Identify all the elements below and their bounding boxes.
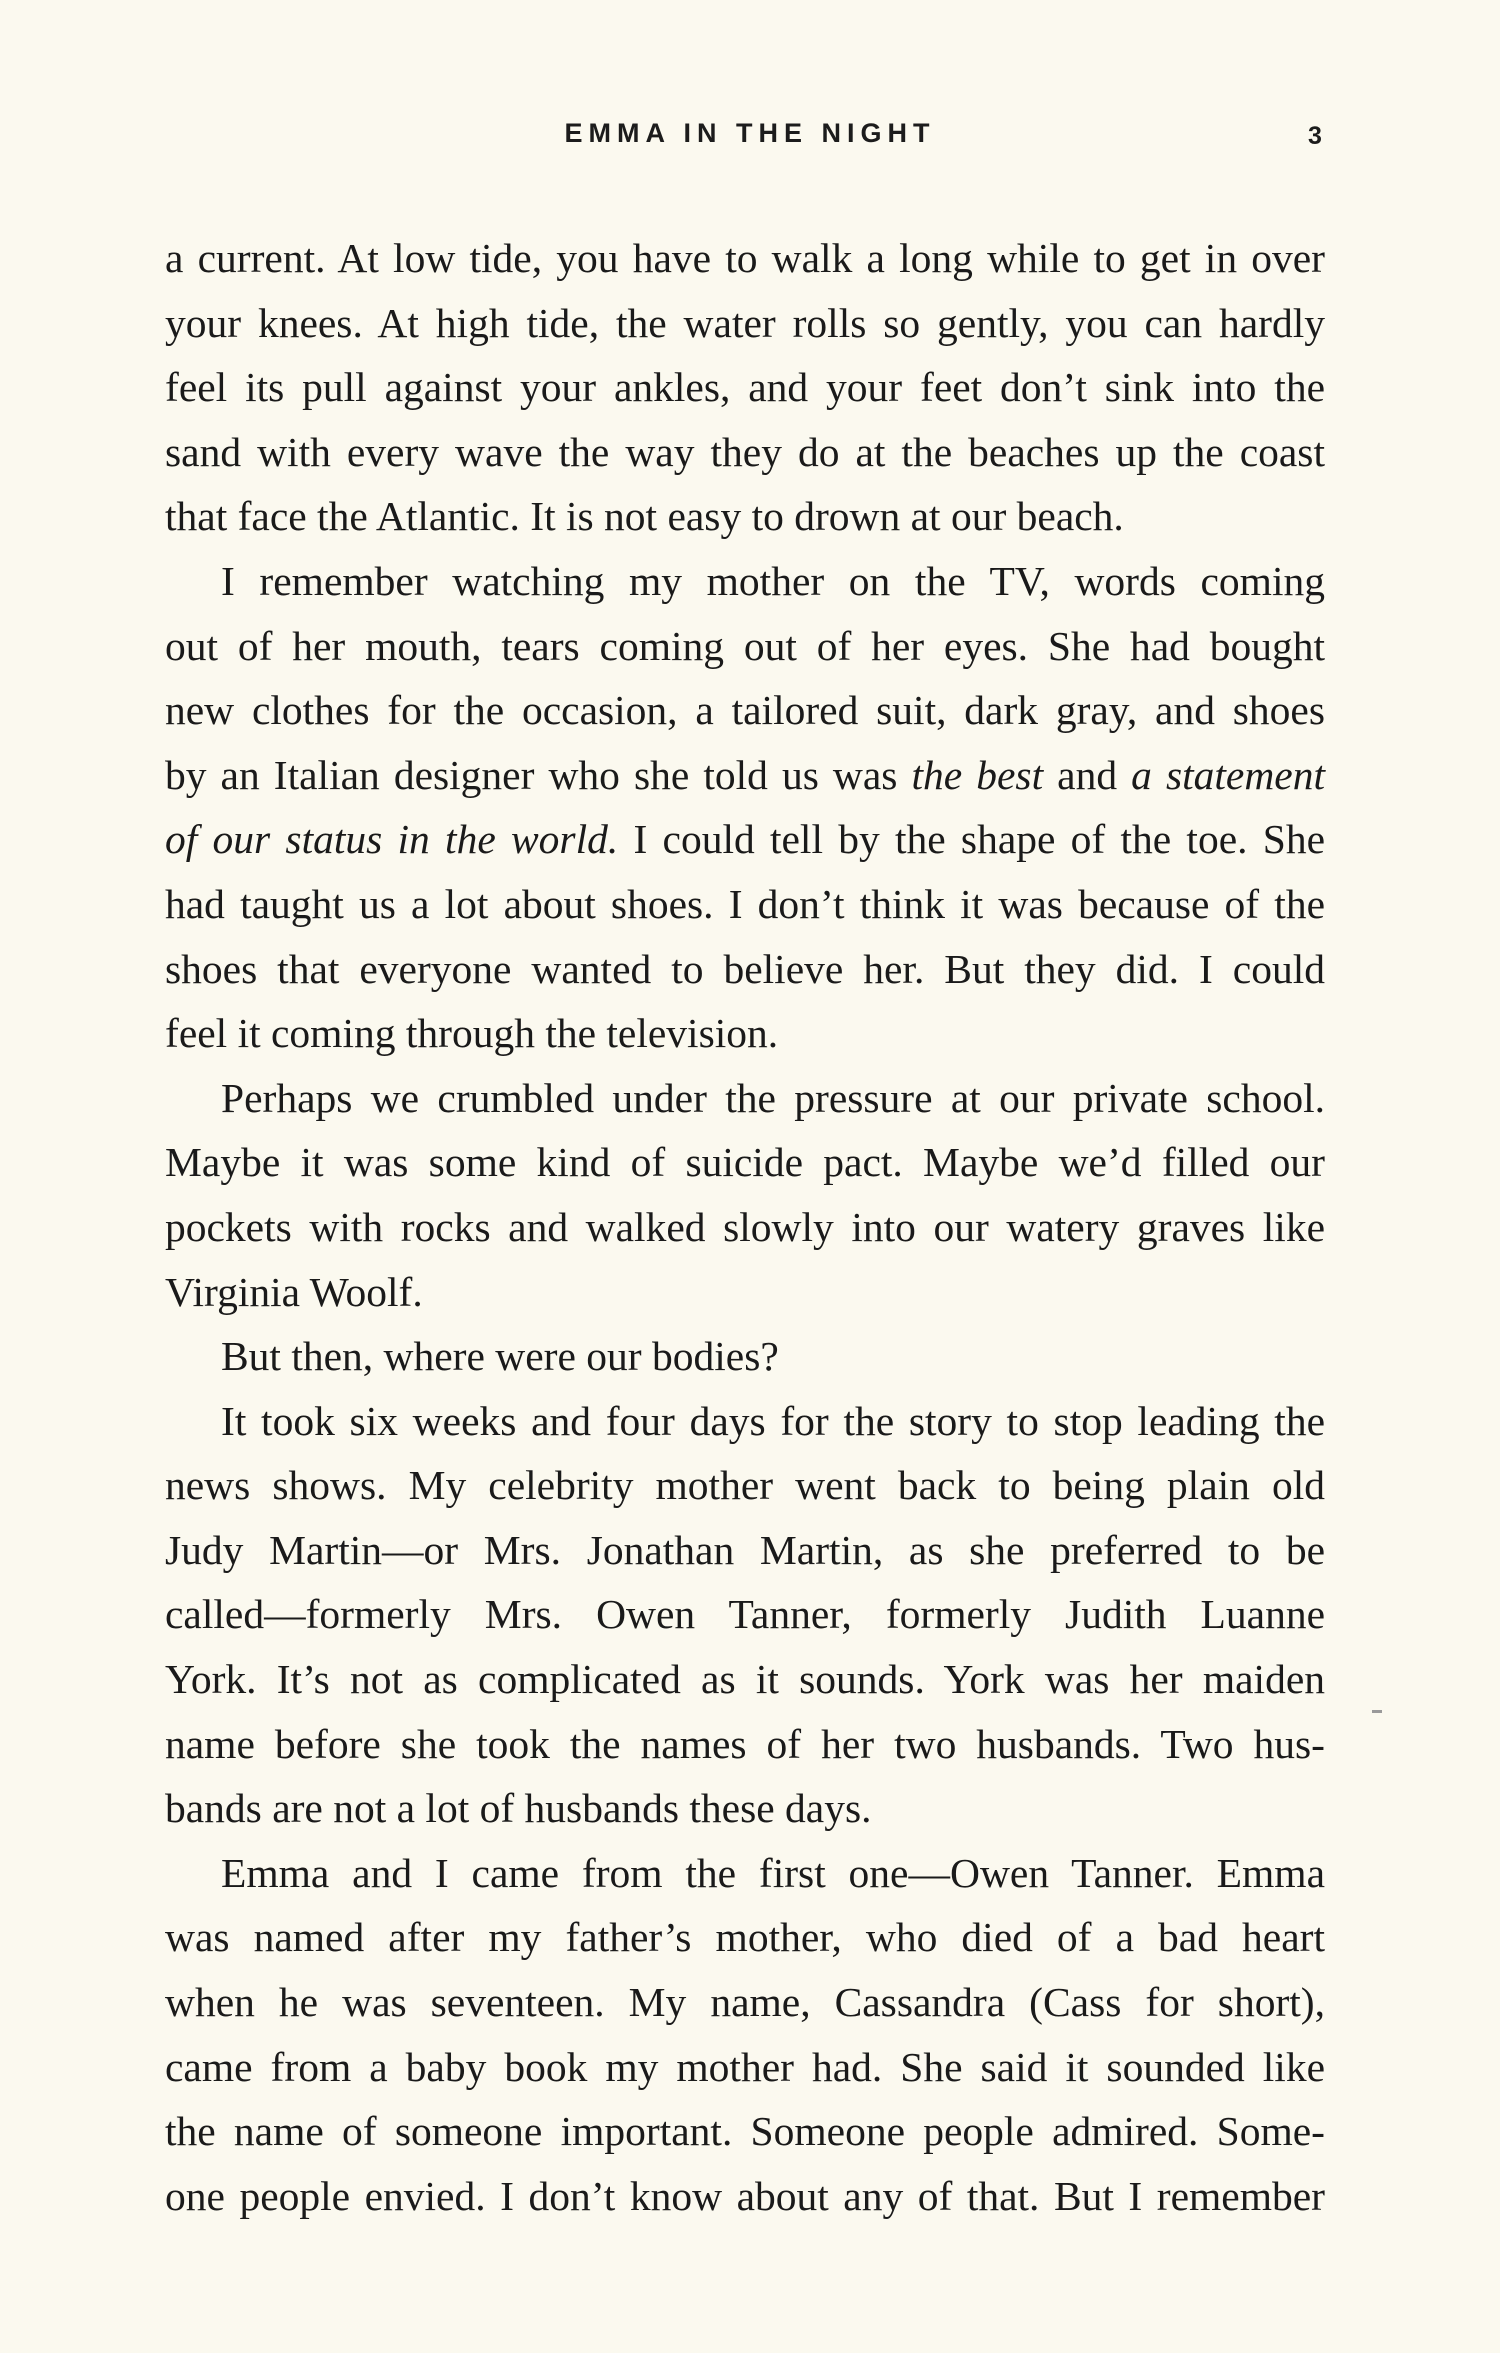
text-line: pockets with rocks and walked slowly into our watery graves like (165, 1203, 1325, 1250)
text-line: bands are not a lot of husbands these days. (165, 1785, 872, 1832)
text-line: feel it coming through the television. (165, 1010, 779, 1057)
text-line: new clothes for the occasion, a tailored suit, dark gray, and shoes (165, 687, 1325, 734)
text-line (165, 807, 1325, 872)
italic-phrase: the best (911, 751, 1044, 798)
text-line: your knees. At high tide, the water rolls so gently, you can hardly (165, 299, 1325, 346)
text-line: was named after my father’s mother, who died of a bad heart (165, 1914, 1325, 1961)
text-line: York. It’s not as complicated as it sounds. York was her maiden (165, 1656, 1325, 1703)
page-number: 3 (1308, 122, 1322, 150)
text-line: Maybe it was some kind of suicide pact. Maybe we’d filled our (165, 1139, 1325, 1186)
text-line: when he was seventeen. My name, Cassandra (Cass for short), (165, 1979, 1325, 2026)
text-line: Judy Martin—or Mrs. Jonathan Martin, as she preferred to be (165, 1526, 1325, 1573)
text-line: had taught us a lot about shoes. I don’t think it was because of the (165, 880, 1325, 927)
text-line: Emma and I came from the first one—Owen Tanner. Emma (221, 1849, 1325, 1896)
italic-phrase: a statement (1131, 751, 1325, 798)
text-line: called—formerly Mrs. Owen Tanner, formerly Judith Luanne (165, 1591, 1325, 1638)
text-line: came from a baby book my mother had. She said it sounded like (165, 2043, 1325, 2090)
text-line: that face the Atlantic. It is not easy to drown at our beach. (165, 493, 1124, 540)
italic-phrase: of our status in the world. (165, 816, 619, 863)
text-line: name before she took the names of her two husbands. Two hus- (165, 1720, 1325, 1767)
text-line: news shows. My celebrity mother went back to being plain old (165, 1462, 1325, 1509)
text-line: out of her mouth, tears coming out of her eyes. She had bought (165, 622, 1325, 669)
text-line: one people envied. I don’t know about any of that. But I remember (165, 2172, 1325, 2219)
text-run: and (1043, 751, 1132, 798)
text-line: shoes that everyone wanted to believe her. But they did. I could (165, 945, 1325, 992)
running-title: EMMA IN THE NIGHT (564, 118, 936, 148)
text-line: feel its pull against your ankles, and your feet don’t sink into the (165, 364, 1325, 411)
text-line: the name of someone important. Someone people admired. Some- (165, 2108, 1325, 2155)
margin-mark (1372, 1710, 1382, 1713)
text-line: sand with every wave the way they do at the beaches up the coast (165, 428, 1325, 475)
text-run: I could tell by the shape of the toe. She (618, 816, 1325, 863)
text-line: Virginia Woolf. (165, 1268, 423, 1315)
text-line (165, 743, 1325, 808)
text-run: by an Italian designer who she told us was (165, 751, 912, 798)
body-text (165, 226, 1325, 2228)
text-line: Perhaps we crumbled under the pressure at our private school. (221, 1074, 1325, 1121)
text-line: a current. At low tide, you have to walk a long while to get in over (165, 235, 1325, 281)
text-line: It took six weeks and four days for the story to stop leading the (221, 1397, 1325, 1444)
text-line: I remember watching my mother on the TV, words coming (221, 557, 1325, 604)
text-line: But then, where were our bodies? (221, 1333, 779, 1380)
